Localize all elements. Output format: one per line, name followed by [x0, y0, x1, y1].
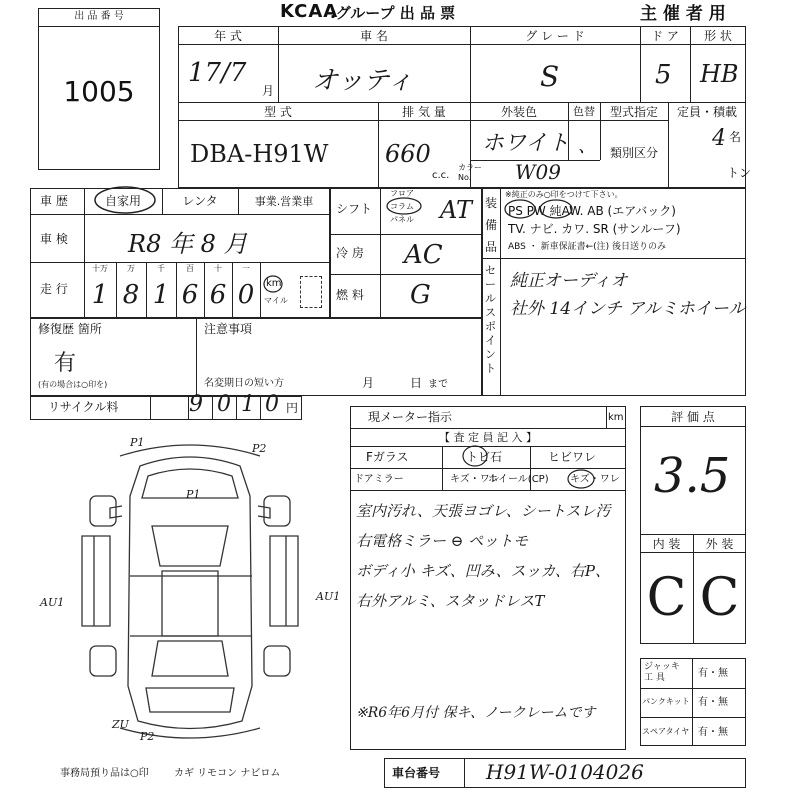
mileage-unit: 十万 [92, 264, 108, 273]
glass-value-chip: トビ石 [466, 450, 503, 464]
grade-value: S [540, 60, 560, 93]
wheel-value: キズ・ワレ [570, 474, 620, 485]
diagram-mark: AU1 [316, 590, 341, 603]
diagram-mark: P1 [186, 488, 201, 501]
history-option-business: 事業.営業車 [254, 195, 314, 208]
notes-deadline-label: 名変期日の短い方 [204, 378, 284, 389]
equipment-ps-circle [503, 198, 537, 220]
spare-option: 有・無 [698, 727, 728, 738]
recycle-digit: 1 [241, 392, 255, 417]
chassis-value: H91W-0104026 [486, 760, 644, 784]
recycle-unit: 円 [286, 401, 299, 415]
jack-option: 有・無 [698, 668, 728, 679]
doors-value: 5 [655, 60, 672, 90]
year-label: 年 式 [214, 29, 242, 43]
history-option-rental: レンタ [182, 194, 218, 208]
recycle-label: リサイクル料 [48, 400, 119, 414]
glass-value-crack: ヒビワレ [548, 450, 597, 464]
inspector-label: 【 査 定 員 記 入 】 [439, 431, 537, 444]
selling-point-item: 純正オーディオ [510, 271, 628, 291]
shift-circle [384, 196, 424, 216]
shift-value: AT [440, 196, 473, 224]
inspector-comment: ※R6年6月付 保キ、ノークレームです [356, 705, 596, 721]
inspector-comment: ボディ小 キズ、凹み、スッカ、右P、 [356, 562, 610, 580]
diagram-mark: P2 [252, 442, 267, 455]
mileage-unit: 一 [242, 264, 250, 273]
lot-number: 1005 [63, 75, 135, 108]
mileage-check-box [300, 276, 322, 308]
recycle-digit: 9 [189, 392, 203, 417]
shift-label: シフト [336, 202, 373, 216]
doors-label: ド ア [651, 29, 679, 43]
wheel-label: ホイール(CP) [488, 474, 549, 485]
mileage-digit: 6 [209, 280, 227, 310]
interior-label: 内 装 [652, 537, 681, 551]
equipment-note: ※純正のみ○印をつけて下さい。 [505, 190, 623, 199]
mileage-unit: 百 [186, 264, 194, 273]
mileage-digit: 1 [91, 280, 109, 310]
capacity-label: 定員・積載 [676, 105, 737, 119]
notes-until: まで [428, 379, 448, 390]
mileage-km: km [266, 278, 282, 289]
mirror-value: キズ・ワレ [450, 474, 500, 485]
mileage-unit: 十 [214, 264, 222, 273]
sponsor-label: 主 催 者 用 [640, 4, 726, 24]
office-note: 事務局預り品は○印 [60, 768, 149, 779]
aircon-value: AC [404, 240, 443, 270]
repair-note: (有の場合は○印を) [38, 380, 108, 389]
color-value: ホワイト [482, 131, 570, 156]
inspector-comment: 室内汚れ、天張ヨゴレ、シートスレ汚 [356, 502, 611, 520]
color-no-value: W09 [515, 160, 562, 184]
type-designation-label: 型式指定 [609, 105, 658, 119]
equipment-label: 装備品 [485, 196, 498, 254]
spare-label: スペアタイヤ [642, 727, 690, 736]
diagram-mark: ZU [112, 718, 129, 731]
exterior-value: C [699, 568, 740, 628]
diagram-mark: P1 [130, 436, 145, 449]
notes-label: 注意事項 [204, 322, 253, 336]
shaken-value: R8 年 8 月 [128, 230, 248, 258]
history-option-private: 自家用 [104, 194, 141, 208]
car-name-value: オッティ [312, 66, 414, 96]
notes-month: 月 [362, 376, 375, 390]
capacity-unit-persons: 名 [729, 130, 742, 144]
body-value: HB [700, 60, 739, 88]
mileage-mile: マイル [264, 296, 288, 305]
selling-point-item: 社外 14インチ アルミホイール [510, 299, 746, 319]
shift-option-floor: フロア [390, 189, 414, 198]
puncture-option: 有・無 [698, 697, 728, 708]
notes-day: 日 [410, 376, 423, 390]
color-no-label: カラー No. [458, 163, 482, 182]
aircon-label: 冷 房 [336, 246, 364, 260]
mileage-digit: 8 [122, 280, 140, 310]
grade-label: グ レ ー ド [525, 29, 585, 43]
brand-logo: KCAA [280, 1, 339, 22]
repair-label: 修復歴 箇所 [38, 322, 102, 336]
inspector-comment: 右外アルミ、スタッドレスT [356, 592, 545, 610]
recycle-digit: 0 [217, 392, 231, 417]
month-suffix: 月 [262, 84, 275, 98]
shaken-label: 車 検 [40, 232, 68, 246]
diagram-mark: P2 [140, 730, 155, 743]
mileage-digit: 6 [181, 280, 199, 310]
car-diagram [70, 436, 310, 746]
chassis-label: 車台番号 [392, 766, 441, 780]
shift-option-column: コラム [390, 202, 414, 211]
km-circle [262, 274, 284, 294]
name-label: 車 名 [360, 29, 388, 43]
repaint-value: 、 [578, 136, 596, 157]
repair-value: 有 [54, 351, 77, 376]
repaint-label: 色替 [573, 105, 595, 118]
mileage-unit: 千 [157, 264, 165, 273]
capacity-value: 4 [712, 126, 726, 151]
recycle-digit: 0 [265, 392, 279, 417]
mileage-label: 走 行 [40, 282, 68, 296]
mileage-digit: 0 [237, 280, 255, 310]
glass-chip-circle [460, 444, 490, 468]
mileage-digit: 1 [152, 280, 170, 310]
score-value: 3.5 [654, 448, 731, 504]
model-value: DBA-H91W [190, 140, 329, 168]
meter-label: 現メーター指示 [368, 410, 453, 424]
meter-unit: km [608, 412, 624, 423]
wheel-circle [566, 468, 596, 490]
category-label: 類別区分 [610, 146, 659, 160]
equipment-line-2: TV. ナビ. カワ. SR (サンルーフ) [508, 222, 681, 236]
year-value: 17/7 [188, 58, 247, 88]
office-items: カギ リモコン ナビロム [174, 768, 281, 779]
lot-label: 出 品 番 号 [74, 11, 124, 22]
capacity-unit-tons: トン [727, 166, 752, 180]
puncture-label: パンクキット [642, 697, 690, 706]
mirror-label: ドアミラー [354, 474, 404, 485]
equipment-line-3: ABS ・ 新車保証書←(注) 後日送りのみ [508, 242, 667, 252]
body-label: 形 状 [704, 29, 732, 43]
jack-label: ジャッキ 工 具 [644, 662, 680, 683]
displacement-value: 660 [385, 140, 431, 168]
sheet-title: .グループ 出 品 票 [330, 4, 456, 22]
fuel-label: 燃 料 [336, 288, 364, 302]
mileage-unit: 万 [127, 264, 135, 273]
exterior-label: 外 装 [705, 537, 734, 551]
score-label: 評 価 点 [671, 410, 715, 424]
displacement-label: 排 気 量 [402, 105, 446, 119]
selling-points-label: セールスポイント [485, 264, 496, 375]
inspector-comment: 右電格ミラー ⊖ ペットモ [356, 532, 529, 550]
displacement-unit: c.c. [432, 170, 450, 181]
diagram-mark: AU1 [40, 596, 65, 609]
shift-option-panel: パネル [390, 215, 414, 224]
history-circle [92, 184, 158, 216]
equipment-pw-circle [538, 198, 574, 220]
fuel-value: G [410, 280, 431, 310]
interior-value: C [646, 568, 687, 628]
color-label: 外装色 [500, 105, 537, 119]
history-label: 車 歴 [40, 194, 68, 208]
model-label: 型 式 [264, 105, 292, 119]
glass-label: Fガラス [366, 450, 409, 464]
equipment-line-1: PS PW 純AW. AB (エアバック) [508, 204, 676, 218]
